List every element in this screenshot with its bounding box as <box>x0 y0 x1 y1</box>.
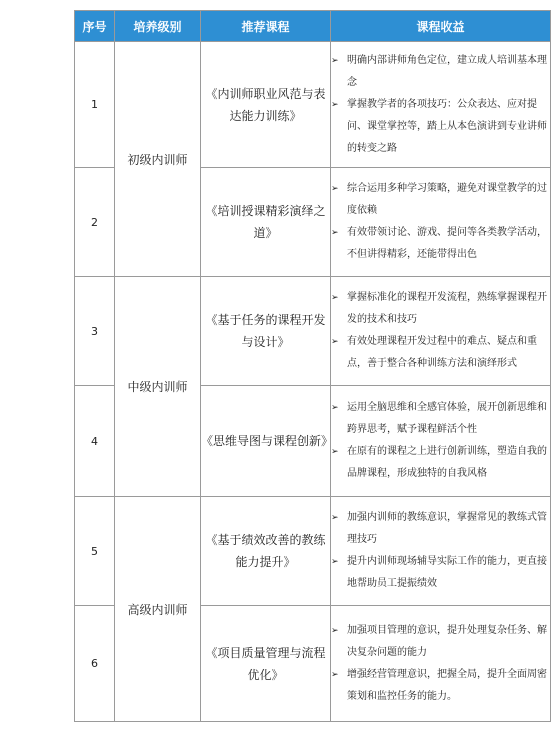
benefit-item: ➢ 在原有的课程之上进行创新训练，塑造自我的品牌课程，形成独特的自我风格 <box>331 441 550 485</box>
arrow-bullet-icon: ➢ <box>331 293 339 303</box>
header-index: 序号 <box>75 11 115 42</box>
benefits-cell <box>331 606 551 722</box>
arrow-bullet-icon: ➢ <box>331 228 339 238</box>
row-index: 2 <box>75 168 115 277</box>
table-row <box>75 277 551 386</box>
course-name: 《项目质量管理与流程优化》 <box>201 606 331 722</box>
course-name: 《内训师职业风范与表达能力训练》 <box>201 42 331 168</box>
benefit-item: ➢ 运用全脑思维和全感官体验，展开创新思维和跨界思考，赋予课程鲜活个性 <box>331 397 550 441</box>
row-index: 4 <box>75 386 115 497</box>
benefit-item: ➢ 掌握标准化的课程开发流程，熟练掌握课程开发的技术和技巧 <box>331 287 550 331</box>
header-benefits: 课程收益 <box>331 11 551 42</box>
arrow-bullet-icon: ➢ <box>331 99 339 110</box>
benefits-cell <box>331 42 551 168</box>
header-row <box>75 11 551 42</box>
course-name: 《基于绩效改善的教练能力提升》 <box>201 497 331 606</box>
benefits-cell <box>331 497 551 606</box>
level-cell-senior: 高级内训师 <box>115 497 201 722</box>
header-course: 推荐课程 <box>201 11 331 42</box>
course-name: 《基于任务的课程开发与设计》 <box>201 277 331 386</box>
course-name: 《思维导图与课程创新》 <box>201 386 331 497</box>
arrow-bullet-icon: ➢ <box>331 55 339 66</box>
benefits-cell <box>331 168 551 277</box>
benefit-item: ➢ 明确内部讲师角色定位，建立成人培训基本理念 <box>331 50 550 94</box>
header-level: 培养级别 <box>115 11 201 42</box>
arrow-bullet-icon: ➢ <box>331 337 339 347</box>
course-name: 《培训授课精彩演绎之道》 <box>201 168 331 277</box>
row-index: 5 <box>75 497 115 606</box>
level-cell-intermediate: 中级内训师 <box>115 277 201 497</box>
benefit-item: ➢ 掌握教学者的各项技巧：公众表达、应对提问、课堂掌控等，踏上从本色演讲到专业讲师的转变之路 <box>331 94 550 160</box>
table-row <box>75 42 551 168</box>
arrow-bullet-icon: ➢ <box>331 669 339 680</box>
benefit-item: ➢ 综合运用多种学习策略，避免对课堂教学的过度依赖 <box>331 178 550 222</box>
arrow-bullet-icon: ➢ <box>331 403 339 413</box>
benefits-cell <box>331 277 551 386</box>
arrow-bullet-icon: ➢ <box>331 184 339 194</box>
arrow-bullet-icon: ➢ <box>331 625 339 636</box>
arrow-bullet-icon: ➢ <box>331 447 339 457</box>
benefits-cell <box>331 386 551 497</box>
benefit-item: ➢ 加强项目管理的意识，提升处理复杂任务、解决复杂问题的能力 <box>331 620 550 664</box>
benefit-item: ➢ 增强经营管理意识，把握全局，提升全面周密策划和监控任务的能力。 <box>331 664 550 708</box>
table-row <box>75 497 551 606</box>
benefit-item: ➢ 有效带领讨论、游戏、提问等各类教学活动，不但讲得精彩，还能带得出色 <box>331 222 550 266</box>
row-index: 6 <box>75 606 115 722</box>
benefit-item: ➢ 有效处理课程开发过程中的难点、疑点和重点，善于整合各种训练方法和演绎形式 <box>331 331 550 375</box>
arrow-bullet-icon: ➢ <box>331 557 339 567</box>
benefit-item: ➢ 加强内训师的教练意识，掌握常见的教练式管理技巧 <box>331 507 550 551</box>
level-cell-junior: 初级内训师 <box>115 42 201 277</box>
benefit-item: ➢ 提升内训师现场辅导实际工作的能力，更直接地帮助员工提振绩效 <box>331 551 550 595</box>
course-table <box>74 10 551 722</box>
row-index: 3 <box>75 277 115 386</box>
arrow-bullet-icon: ➢ <box>331 513 339 523</box>
row-index: 1 <box>75 42 115 168</box>
